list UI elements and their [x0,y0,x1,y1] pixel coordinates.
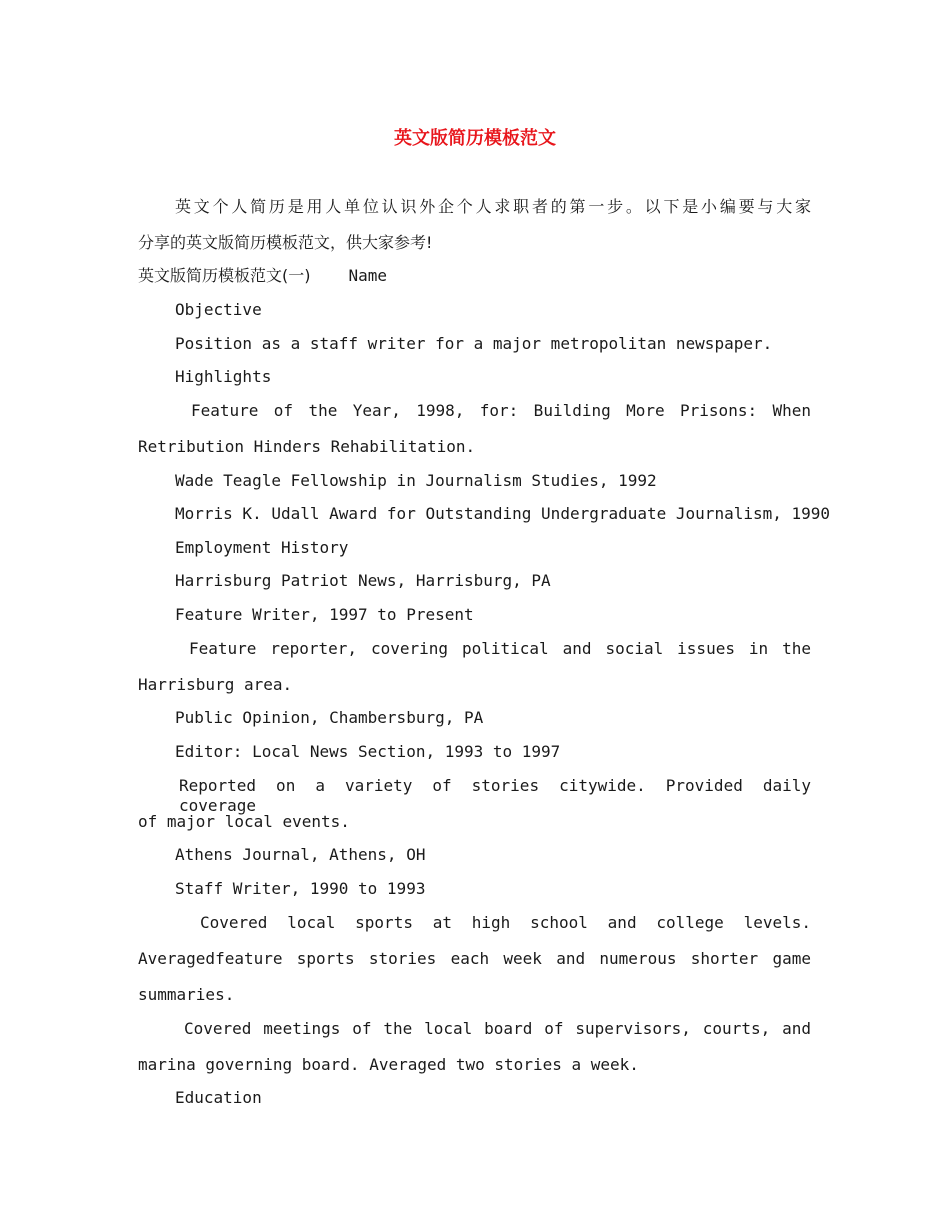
job-2-employer: Public Opinion, Chambersburg, PA [175,708,484,727]
highlights-heading: Highlights [175,367,272,386]
highlight-1-line-2: Retribution Hinders Rehabilitation. [138,437,476,456]
intro-line-1: 英文个人简历是用人单位认识外企个人求职者的第一步。以下是小编要与大家 [175,197,811,216]
job-1-desc-line-1: Feature reporter, covering political and social issues in the [189,639,811,658]
objective-text: Position as a staff writer for a major metropolitan newspaper. [175,334,773,353]
job-3-employer: Athens Journal, Athens, OH [175,845,426,864]
employment-heading: Employment History [175,538,349,557]
highlight-2: Wade Teagle Fellowship in Journalism Studies, 1992 [175,471,657,490]
education-heading: Education [175,1088,262,1107]
section-heading-row [138,266,387,286]
job-2-desc-line-2: of major local events. [138,812,350,831]
job-3-title: Staff Writer, 1990 to 1993 [175,879,426,898]
highlight-3: Morris K. Udall Award for Outstanding Undergraduate Journalism, 1990 [175,504,831,523]
job-3-desc-2-line-1: Covered meetings of the local board of supervisors, courts, and [184,1019,811,1038]
job-1-title: Feature Writer, 1997 to Present [175,605,474,624]
job-2-desc-line-1: Reported on a variety of stories citywide. Provided daily coverage [179,776,811,815]
job-1-employer: Harrisburg Patriot News, Harrisburg, PA [175,571,551,590]
highlight-1-line-1: Feature of the Year, 1998, for: Building More Prisons: When [191,401,811,420]
job-2-title: Editor: Local News Section, 1993 to 1997 [175,742,561,761]
job-3-desc-1-line-3: summaries. [138,985,235,1004]
job-3-desc-2-line-2: marina governing board. Averaged two stories a week. [138,1055,639,1074]
section-heading: 英文版简历模板范文(一) [138,266,311,285]
objective-heading: Objective [175,300,262,319]
job-3-desc-1-line-2: Averagedfeature sports stories each week and numerous shorter game [138,949,811,968]
job-1-desc-line-2: Harrisburg area. [138,675,293,694]
job-3-desc-1-line-1: Covered local sports at high school and college levels. [200,913,811,932]
intro-line-2: 分享的英文版简历模板范文，供大家参考! [138,233,433,252]
document-title: 英文版简历模板范文 [394,128,556,149]
name-label: Name [348,266,388,285]
